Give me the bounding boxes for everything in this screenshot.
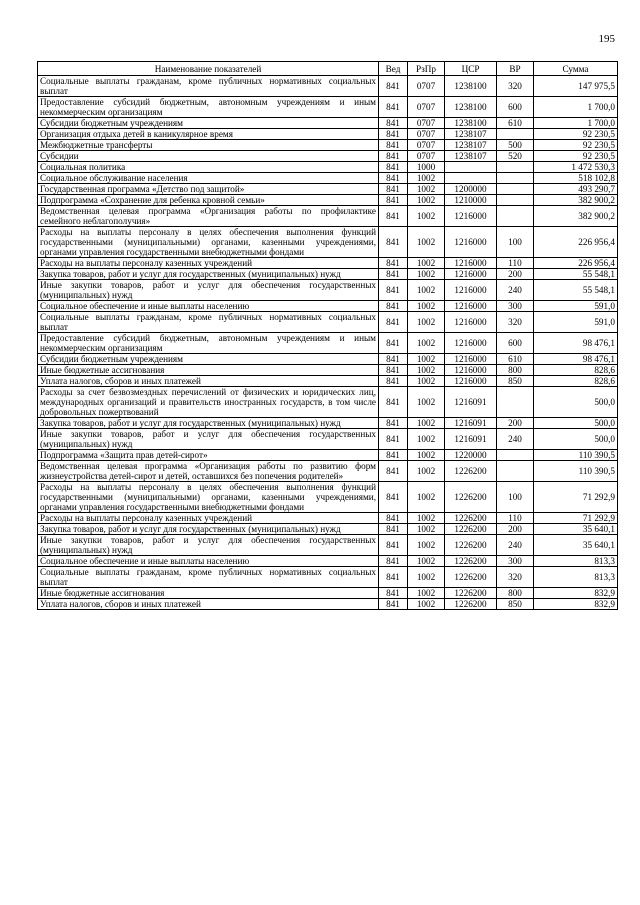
cell-ved: 841 [379, 482, 408, 513]
cell-csr: 1216000 [445, 206, 497, 227]
cell-rzpr: 1002 [408, 312, 445, 333]
cell-rzpr: 0707 [408, 140, 445, 151]
cell-name: Закупка товаров, работ и услуг для государственных (муниципальных) нужд [38, 418, 379, 429]
cell-rzpr: 1002 [408, 482, 445, 513]
cell-vr: 240 [497, 280, 534, 301]
table-row [38, 461, 618, 482]
cell-rzpr: 1002 [408, 387, 445, 418]
cell-ved: 841 [379, 195, 408, 206]
table-row [38, 173, 618, 184]
cell-sum: 71 292,9 [534, 513, 618, 524]
cell-csr: 1226200 [445, 567, 497, 588]
cell-sum: 813,3 [534, 567, 618, 588]
cell-csr: 1216000 [445, 376, 497, 387]
cell-name: Иные закупки товаров, работ и услуг для обеспечения государственных (муниципальных) нужд [38, 429, 379, 450]
cell-rzpr: 1002 [408, 429, 445, 450]
cell-name: Расходы за счет безвозмездных перечислений от физических и юридических лиц, международных организаций и правительств иностранных государств, в том числе добровольных пожертвований [38, 387, 379, 418]
table-row [38, 556, 618, 567]
table-row [38, 206, 618, 227]
cell-csr: 1216000 [445, 312, 497, 333]
cell-csr: 1216000 [445, 354, 497, 365]
header-ved: Вед [379, 62, 408, 76]
cell-sum: 110 390,5 [534, 461, 618, 482]
table-row [38, 129, 618, 140]
cell-vr: 320 [497, 567, 534, 588]
cell-rzpr: 0707 [408, 151, 445, 162]
cell-sum: 71 292,9 [534, 482, 618, 513]
table-row [38, 376, 618, 387]
cell-sum: 591,0 [534, 301, 618, 312]
cell-name: Расходы на выплаты персоналу в целях обеспечения выполнения функций государственными (муниципальными) органами, казенными учреждениями, органами управления государственными внебюджетными фондами [38, 482, 379, 513]
cell-csr: 1238107 [445, 129, 497, 140]
cell-csr: 1216000 [445, 301, 497, 312]
table-row [38, 333, 618, 354]
cell-csr: 1226200 [445, 588, 497, 599]
table-row [38, 599, 618, 610]
table-row [38, 312, 618, 333]
cell-name: Уплата налогов, сборов и иных платежей [38, 376, 379, 387]
cell-ved: 841 [379, 461, 408, 482]
cell-name: Социальные выплаты гражданам, кроме публичных нормативных социальных выплат [38, 312, 379, 333]
cell-name: Социальная политика [38, 162, 379, 173]
table-row [38, 387, 618, 418]
table-row [38, 227, 618, 258]
cell-sum: 813,3 [534, 556, 618, 567]
cell-sum: 591,0 [534, 312, 618, 333]
cell-ved: 841 [379, 97, 408, 118]
cell-ved: 841 [379, 513, 408, 524]
cell-csr: 1200000 [445, 184, 497, 195]
cell-csr: 1220000 [445, 450, 497, 461]
cell-csr: 1216000 [445, 227, 497, 258]
cell-ved: 841 [379, 599, 408, 610]
cell-rzpr: 0707 [408, 118, 445, 129]
cell-ved: 841 [379, 312, 408, 333]
table-row [38, 429, 618, 450]
cell-vr: 100 [497, 482, 534, 513]
cell-rzpr: 1002 [408, 524, 445, 535]
cell-ved: 841 [379, 76, 408, 97]
cell-ved: 841 [379, 162, 408, 173]
cell-vr: 100 [497, 227, 534, 258]
cell-name: Закупка товаров, работ и услуг для государственных (муниципальных) нужд [38, 524, 379, 535]
cell-rzpr: 1002 [408, 333, 445, 354]
cell-ved: 841 [379, 429, 408, 450]
cell-sum: 1 472 530,3 [534, 162, 618, 173]
cell-ved: 841 [379, 567, 408, 588]
cell-name: Социальные выплаты гражданам, кроме публичных нормативных социальных выплат [38, 76, 379, 97]
table-header-row [38, 62, 618, 76]
table-row [38, 524, 618, 535]
cell-name: Предоставление субсидий бюджетным, автономным учреждениям и иным некоммерческим организациям [38, 97, 379, 118]
cell-rzpr: 1002 [408, 206, 445, 227]
cell-vr: 110 [497, 513, 534, 524]
cell-sum: 832,9 [534, 588, 618, 599]
cell-rzpr: 1002 [408, 258, 445, 269]
cell-vr [497, 450, 534, 461]
table-row [38, 418, 618, 429]
cell-ved: 841 [379, 535, 408, 556]
table-row [38, 184, 618, 195]
cell-csr: 1216000 [445, 365, 497, 376]
cell-ved: 841 [379, 269, 408, 280]
cell-name: Уплата налогов, сборов и иных платежей [38, 599, 379, 610]
cell-vr: 800 [497, 365, 534, 376]
cell-name: Государственная программа «Детство под защитой» [38, 184, 379, 195]
cell-sum: 493 290,7 [534, 184, 618, 195]
cell-vr: 200 [497, 418, 534, 429]
cell-vr: 500 [497, 140, 534, 151]
cell-csr: 1226200 [445, 482, 497, 513]
cell-rzpr: 1002 [408, 376, 445, 387]
cell-name: Расходы на выплаты персоналу в целях обеспечения выполнения функций государственными (муниципальными) органами, казенными учреждениями, органами управления государственными внебюджетными фондами [38, 227, 379, 258]
cell-sum: 500,0 [534, 418, 618, 429]
cell-ved: 841 [379, 450, 408, 461]
cell-sum: 1 700,0 [534, 97, 618, 118]
cell-name: Иные бюджетные ассигнования [38, 588, 379, 599]
cell-csr: 1216000 [445, 333, 497, 354]
cell-rzpr: 0707 [408, 76, 445, 97]
cell-vr [497, 173, 534, 184]
cell-name: Субсидии бюджетным учреждениям [38, 354, 379, 365]
cell-sum: 226 956,4 [534, 258, 618, 269]
cell-sum: 500,0 [534, 429, 618, 450]
table-body [38, 76, 618, 610]
cell-vr: 610 [497, 354, 534, 365]
cell-name: Предоставление субсидий бюджетным, автономным учреждениям и иным некоммерческим организациям [38, 333, 379, 354]
cell-rzpr: 1000 [408, 162, 445, 173]
cell-sum: 98 476,1 [534, 333, 618, 354]
cell-name: Расходы на выплаты персоналу казенных учреждений [38, 258, 379, 269]
cell-csr: 1216091 [445, 418, 497, 429]
cell-ved: 841 [379, 280, 408, 301]
cell-ved: 841 [379, 184, 408, 195]
header-rzpr: РзПр [408, 62, 445, 76]
cell-csr: 1226200 [445, 513, 497, 524]
cell-name: Социальное обслуживание населения [38, 173, 379, 184]
table-row [38, 588, 618, 599]
cell-ved: 841 [379, 524, 408, 535]
cell-csr: 1216000 [445, 280, 497, 301]
cell-rzpr: 1002 [408, 184, 445, 195]
table-row [38, 513, 618, 524]
cell-sum: 35 640,1 [534, 524, 618, 535]
cell-vr [497, 162, 534, 173]
cell-vr [497, 195, 534, 206]
cell-csr: 1216000 [445, 269, 497, 280]
cell-ved: 841 [379, 301, 408, 312]
cell-csr: 1216091 [445, 429, 497, 450]
table-row [38, 280, 618, 301]
header-name: Наименование показателей [38, 62, 379, 76]
cell-vr: 520 [497, 151, 534, 162]
header-csr: ЦСР [445, 62, 497, 76]
cell-ved: 841 [379, 140, 408, 151]
cell-name: Социальные выплаты гражданам, кроме публичных нормативных социальных выплат [38, 567, 379, 588]
cell-vr: 600 [497, 97, 534, 118]
cell-csr [445, 173, 497, 184]
cell-name: Субсидии бюджетным учреждениям [38, 118, 379, 129]
cell-csr: 1216091 [445, 387, 497, 418]
cell-rzpr: 1002 [408, 588, 445, 599]
cell-vr: 800 [497, 588, 534, 599]
cell-csr: 1216000 [445, 258, 497, 269]
cell-sum: 382 900,2 [534, 206, 618, 227]
cell-rzpr: 1002 [408, 269, 445, 280]
cell-rzpr: 1002 [408, 513, 445, 524]
cell-vr: 300 [497, 301, 534, 312]
cell-vr: 300 [497, 556, 534, 567]
cell-csr: 1226200 [445, 535, 497, 556]
cell-csr: 1226200 [445, 556, 497, 567]
cell-rzpr: 0707 [408, 97, 445, 118]
cell-name: Субсидии [38, 151, 379, 162]
cell-ved: 841 [379, 227, 408, 258]
cell-sum: 832,9 [534, 599, 618, 610]
table-row [38, 140, 618, 151]
cell-csr: 1226200 [445, 599, 497, 610]
cell-vr: 110 [497, 258, 534, 269]
cell-ved: 841 [379, 333, 408, 354]
cell-ved: 841 [379, 258, 408, 269]
header-vr: ВР [497, 62, 534, 76]
cell-rzpr: 1002 [408, 556, 445, 567]
cell-ved: 841 [379, 418, 408, 429]
cell-vr [497, 461, 534, 482]
cell-name: Социальное обеспечение и иные выплаты населению [38, 301, 379, 312]
cell-vr [497, 387, 534, 418]
cell-sum: 98 476,1 [534, 354, 618, 365]
table-row [38, 76, 618, 97]
cell-ved: 841 [379, 556, 408, 567]
table-row [38, 258, 618, 269]
cell-sum: 147 975,5 [534, 76, 618, 97]
cell-ved: 841 [379, 129, 408, 140]
table-row [38, 535, 618, 556]
cell-ved: 841 [379, 118, 408, 129]
cell-sum: 55 548,1 [534, 269, 618, 280]
cell-csr: 1210000 [445, 195, 497, 206]
cell-sum: 92 230,5 [534, 129, 618, 140]
cell-name: Социальное обеспечение и иные выплаты населению [38, 556, 379, 567]
table-row [38, 365, 618, 376]
cell-rzpr: 1002 [408, 227, 445, 258]
cell-name: Иные закупки товаров, работ и услуг для обеспечения государственных (муниципальных) нужд [38, 280, 379, 301]
cell-vr: 320 [497, 312, 534, 333]
cell-name: Ведомственная целевая программа «Организация работы по профилактике семейного неблагополучия» [38, 206, 379, 227]
cell-csr [445, 162, 497, 173]
cell-ved: 841 [379, 588, 408, 599]
cell-sum: 382 900,2 [534, 195, 618, 206]
table-row [38, 354, 618, 365]
table-row [38, 195, 618, 206]
cell-vr: 320 [497, 76, 534, 97]
cell-vr: 610 [497, 118, 534, 129]
cell-name: Подпрограмма «Защита прав детей-сирот» [38, 450, 379, 461]
cell-sum: 110 390,5 [534, 450, 618, 461]
cell-vr: 200 [497, 524, 534, 535]
cell-csr: 1238100 [445, 76, 497, 97]
budget-table [37, 61, 618, 610]
cell-rzpr: 1002 [408, 365, 445, 376]
table-row [38, 162, 618, 173]
cell-vr [497, 206, 534, 227]
table-row [38, 301, 618, 312]
cell-rzpr: 1002 [408, 280, 445, 301]
cell-vr [497, 184, 534, 195]
cell-csr: 1238100 [445, 97, 497, 118]
cell-csr: 1226200 [445, 461, 497, 482]
cell-vr: 240 [497, 429, 534, 450]
header-sum: Сумма [534, 62, 618, 76]
cell-rzpr: 1002 [408, 461, 445, 482]
cell-name: Ведомственная целевая программа «Организация работы по развитию форм жизнеустройства детей-сирот и детей, оставшихся без попечения родителей» [38, 461, 379, 482]
cell-name: Закупка товаров, работ и услуг для государственных (муниципальных) нужд [38, 269, 379, 280]
cell-rzpr: 0707 [408, 129, 445, 140]
cell-vr: 850 [497, 376, 534, 387]
cell-rzpr: 1002 [408, 567, 445, 588]
cell-ved: 841 [379, 354, 408, 365]
cell-sum: 92 230,5 [534, 140, 618, 151]
cell-name: Расходы на выплаты персоналу казенных учреждений [38, 513, 379, 524]
cell-rzpr: 1002 [408, 535, 445, 556]
cell-csr: 1226200 [445, 524, 497, 535]
table-row [38, 118, 618, 129]
cell-csr: 1238100 [445, 118, 497, 129]
table-row [38, 97, 618, 118]
cell-sum: 828,6 [534, 365, 618, 376]
cell-name: Межбюджетные трансферты [38, 140, 379, 151]
table-row [38, 482, 618, 513]
cell-rzpr: 1002 [408, 173, 445, 184]
cell-csr: 1238107 [445, 151, 497, 162]
cell-ved: 841 [379, 387, 408, 418]
cell-name: Подпрограмма «Сохранение для ребенка кровной семьи» [38, 195, 379, 206]
cell-csr: 1238107 [445, 140, 497, 151]
cell-vr [497, 129, 534, 140]
cell-sum: 500,0 [534, 387, 618, 418]
cell-sum: 1 700,0 [534, 118, 618, 129]
cell-ved: 841 [379, 173, 408, 184]
cell-sum: 518 102,8 [534, 173, 618, 184]
cell-sum: 35 640,1 [534, 535, 618, 556]
cell-rzpr: 1002 [408, 301, 445, 312]
cell-ved: 841 [379, 206, 408, 227]
cell-sum: 226 956,4 [534, 227, 618, 258]
cell-name: Организация отдыха детей в каникулярное время [38, 129, 379, 140]
cell-name: Иные бюджетные ассигнования [38, 365, 379, 376]
cell-sum: 828,6 [534, 376, 618, 387]
cell-rzpr: 1002 [408, 195, 445, 206]
cell-ved: 841 [379, 365, 408, 376]
table-row [38, 567, 618, 588]
table-row [38, 151, 618, 162]
cell-rzpr: 1002 [408, 418, 445, 429]
cell-ved: 841 [379, 151, 408, 162]
cell-rzpr: 1002 [408, 354, 445, 365]
cell-vr: 850 [497, 599, 534, 610]
cell-sum: 92 230,5 [534, 151, 618, 162]
cell-rzpr: 1002 [408, 450, 445, 461]
table-row [38, 269, 618, 280]
cell-vr: 600 [497, 333, 534, 354]
cell-vr: 240 [497, 535, 534, 556]
cell-vr: 200 [497, 269, 534, 280]
page-number: 195 [598, 33, 615, 45]
table-row [38, 450, 618, 461]
cell-name: Иные закупки товаров, работ и услуг для обеспечения государственных (муниципальных) нужд [38, 535, 379, 556]
cell-rzpr: 1002 [408, 599, 445, 610]
cell-ved: 841 [379, 376, 408, 387]
cell-sum: 55 548,1 [534, 280, 618, 301]
